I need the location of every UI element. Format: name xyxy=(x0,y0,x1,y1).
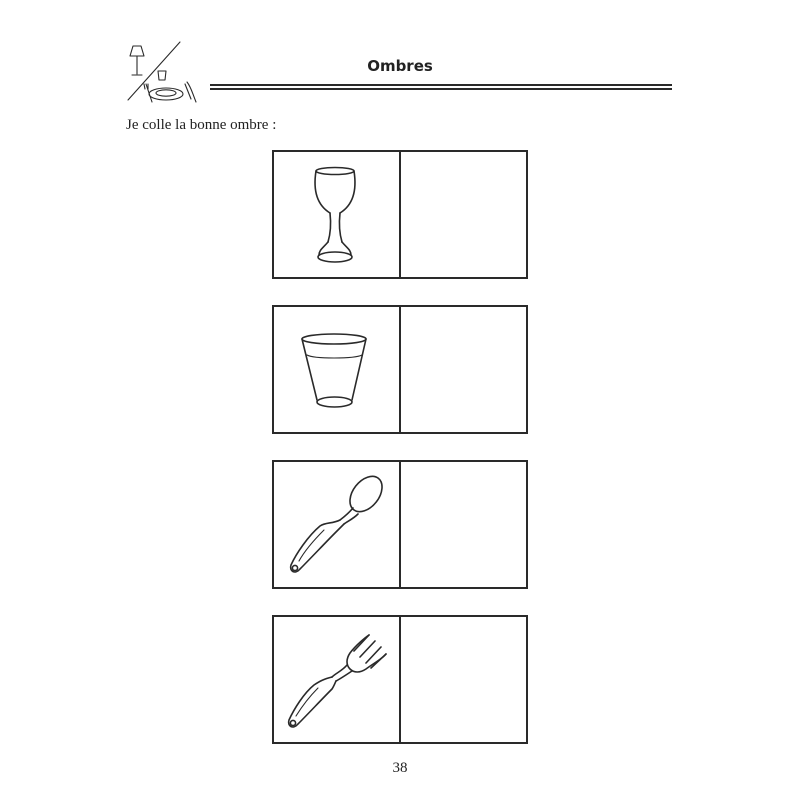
exercise-row-1 xyxy=(272,150,528,279)
shadow-drop-zone[interactable] xyxy=(399,305,528,434)
wine-glass-icon xyxy=(274,152,399,277)
exercise-row-3 xyxy=(272,460,528,589)
table-setting-icon xyxy=(124,40,202,104)
shadow-drop-zone[interactable] xyxy=(399,615,528,744)
picture-box xyxy=(272,305,401,434)
header-rule-bottom xyxy=(210,88,672,90)
picture-box xyxy=(272,150,401,279)
page-title: Ombres xyxy=(367,57,433,75)
picture-box xyxy=(272,615,401,744)
spoon-icon xyxy=(274,462,399,587)
shadow-drop-zone[interactable] xyxy=(399,460,528,589)
exercise-row-2 xyxy=(272,305,528,434)
page-number: 38 xyxy=(392,760,408,776)
instruction-text: Je colle la bonne ombre : xyxy=(126,117,277,133)
drinking-glass-icon xyxy=(274,307,399,432)
header-rule-top xyxy=(210,84,672,86)
picture-box xyxy=(272,460,401,589)
exercise-row-4 xyxy=(272,615,528,744)
fork-icon xyxy=(274,617,399,742)
shadow-drop-zone[interactable] xyxy=(399,150,528,279)
